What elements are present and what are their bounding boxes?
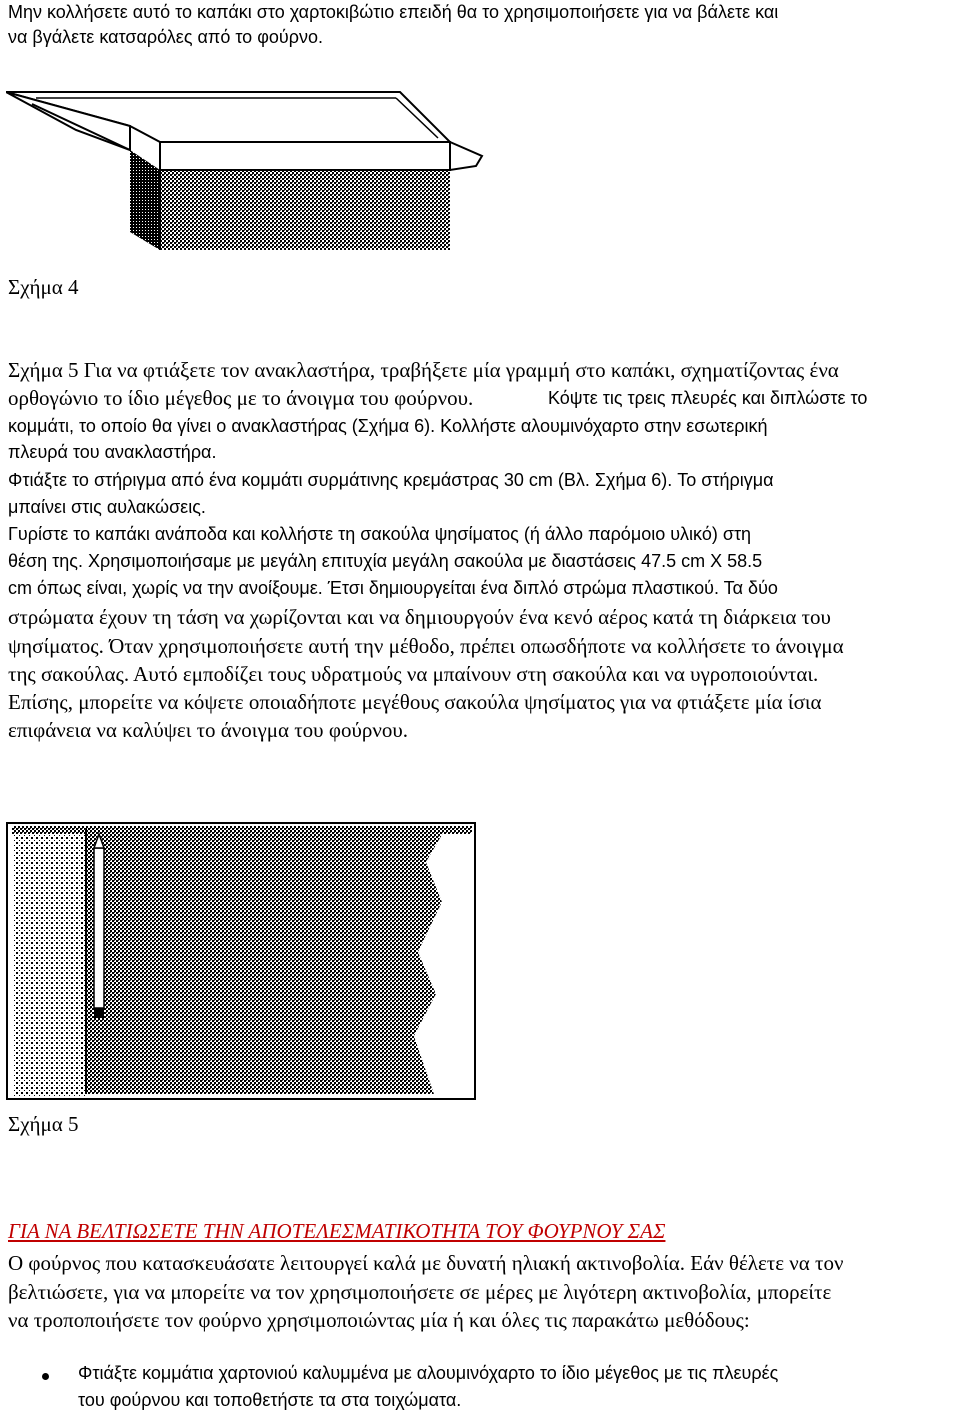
figure-4-caption: Σχήμα 4 bbox=[8, 275, 79, 299]
instructions-line-13: της σακούλας. Αυτό εμποδίζει τους υδρατμούς να μπαίνουν στη σακούλα και να υγροποιούνται. bbox=[8, 662, 819, 686]
bullet-1-line-1: Φτιάξτε κομμάτια χαρτονιού καλυμμένα με αλουμινόχαρτο το ίδιο μέγεθος με τις πλευρές bbox=[78, 1363, 779, 1383]
instructions-line-5: πλευρά του ανακλαστήρα. bbox=[8, 442, 217, 462]
instructions-line-3: Κόψτε τις τρεις πλευρές και διπλώστε το bbox=[548, 388, 868, 408]
instructions-line-14: Επίσης, μπορείτε να κόψετε οποιαδήποτε μεγέθους σακούλα ψησίματος για να φτιάξετε μία ίσια bbox=[8, 690, 822, 714]
intro-line-2: να βγάλετε κατσαρόλες από το φούρνο. bbox=[8, 27, 323, 47]
instructions-line-15: επιφάνεια να καλύψει το άνοιγμα του φούρνου. bbox=[8, 718, 408, 742]
figure-5-lid-illustration bbox=[6, 822, 476, 1100]
instructions-line-4: κομμάτι, το οποίο θα γίνει ο ανακλαστήρας (Σχήμα 6). Κολλήστε αλουμινόχαρτο στην εσωτερική bbox=[8, 416, 768, 436]
instructions-line-6: Φτιάξτε το στήριγμα από ένα κομμάτι συρμάτινης κρεμάστρας 30 cm (Βλ. Σχήμα 6). Το στήριγμα bbox=[8, 470, 774, 490]
improve-line-1: Ο φούρνος που κατασκευάσατε λειτουργεί καλά με δυνατή ηλιακή ακτινοβολία. Εάν θέλετε να τον bbox=[8, 1251, 844, 1275]
intro-line-1: Μην κολλήσετε αυτό το καπάκι στο χαρτοκιβώτιο επειδή θα το χρησιμοποιήσετε για να βάλετε και bbox=[8, 2, 779, 22]
instructions-line-12: ψησίματος. Όταν χρησιμοποιήσετε αυτή την μέθοδο, πρέπει οπωσδήποτε να κολλήσετε το άνοιγμα bbox=[8, 634, 844, 658]
instructions-line-11: στρώματα έχουν τη τάση να χωρίζονται και να δημιουργούν ένα κενό αέρος κατά τη διάρκεια του bbox=[8, 605, 831, 629]
improve-section-heading: ΓΙΑ ΝΑ ΒΕΛΤΙΩΣΕΤΕ ΤΗΝ ΑΠΟΤΕΛΕΣΜΑΤΙΚΟΤΗΤΑ ΤΟΥ ΦΟΥΡΝΟΥ ΣΑΣ bbox=[8, 1219, 666, 1243]
figure-5-caption: Σχήμα 5 bbox=[8, 1112, 79, 1136]
improve-line-2: βελτιώσετε, για να μπορείτε να τον χρησιμοποιήσετε σε μέρες με λιγότερη ακτινοβολία, μπορείτε bbox=[8, 1280, 832, 1304]
bullet-marker bbox=[42, 1373, 49, 1380]
instructions-line-8: Γυρίστε το καπάκι ανάποδα και κολλήστε τη σακούλα ψησίματος (ή άλλο παρόμοιο υλικό) στη bbox=[8, 524, 752, 544]
instructions-line-9: θέση της. Χρησιμοποιήσαμε με μεγάλη επιτυχία μεγάλη σακούλα με διαστάσεις 47.5 cm X 58.5 bbox=[8, 551, 763, 571]
bullet-1-line-2: του φούρνου και τοποθετήστε τα στα τοιχώματα. bbox=[78, 1390, 462, 1410]
instructions-line-10: cm όπως είναι, χωρίς να την ανοίξουμε. Έτσι δημιουργείται ένα διπλό στρώμα πλαστικού. Τα δύο bbox=[8, 578, 778, 598]
figure-4-box-illustration bbox=[6, 82, 484, 250]
instructions-line-7: μπαίνει στις αυλακώσεις. bbox=[8, 497, 206, 517]
improve-line-3: να τροποποιήσετε τον φούρνο χρησιμοποιώντας μία ή και όλες τις παρακάτω μεθόδους: bbox=[8, 1308, 750, 1332]
instructions-line-2: ορθογώνιο το ίδιο μέγεθος με το άνοιγμα του φούρνου. bbox=[8, 386, 474, 410]
instructions-line-1: Σχήμα 5 Για να φτιάξετε τον ανακλαστήρα, τραβήξετε μία γραμμή στο καπάκι, σχηματίζοντας ένα bbox=[8, 358, 839, 382]
